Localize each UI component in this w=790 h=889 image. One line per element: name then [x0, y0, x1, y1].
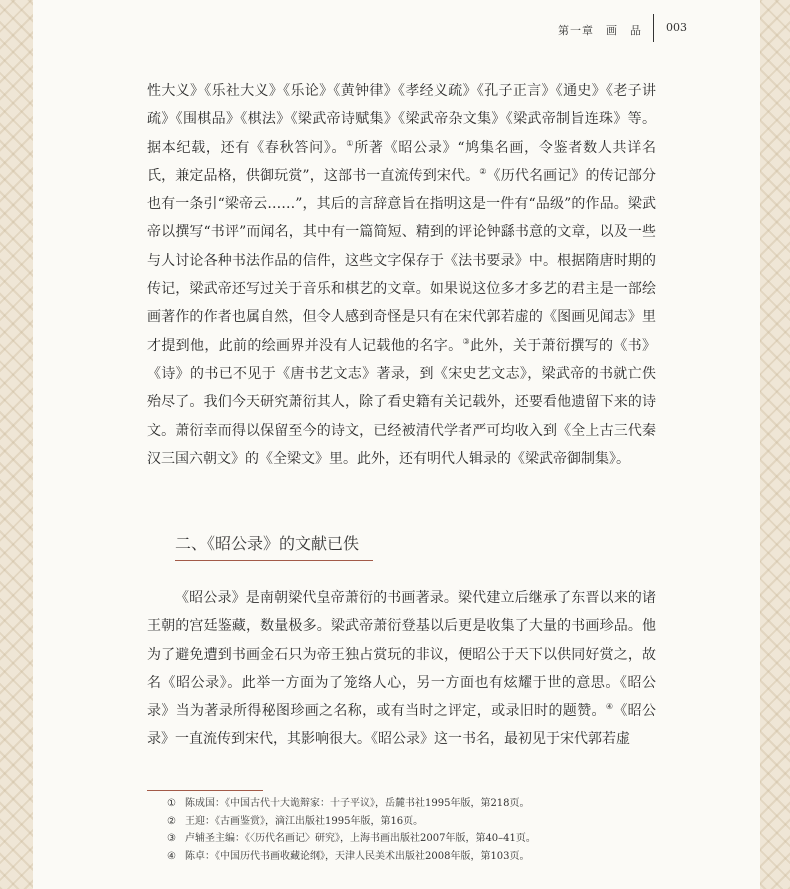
paragraph-text: 此外，关于萧衍撰写的《书》《诗》的书已不见于《唐书艺文志》著录，到《宋史艺文志》，梁武帝的书就亡佚殆尽了。我们今天研究萧衍其人，除了看史籍有关记载外，还要看他遗留下来的诗文。萧衍幸而得以保留至今的诗文，已经被清代学者严可均收入到《全上古三代秦汉三国六朝文》的《全梁文》里。此外，还有明代人辑录的《梁武帝御制集》。 [147, 337, 657, 467]
footnote-separator [147, 790, 263, 791]
footnote-item [167, 830, 667, 848]
footnote-mark: ① [167, 798, 176, 809]
section-heading: 二、《昭公录》的文献已佚 [175, 534, 360, 553]
header-divider [653, 14, 654, 42]
footnote-text: 陈卓：《中国历代书画收藏论纲》，天津人民美术出版社2008年版，第103页。 [185, 850, 530, 862]
footnote-mark: ④ [167, 850, 176, 862]
paragraph-text: 《昭公录》是南朝梁代皇帝萧衍的书画著录。梁代建立后继承了东晋以来的诸王朝的宫廷鉴藏，数量极多。梁武帝萧衍登基以后更是收集了大量的书画珍品。他为了避免遭到书画金石只为帝王独占赏玩的非议，便昭公于天下以供同好赏之，故名《昭公录》。此举一方面为了笼络人心，另一方面也有炫耀于世的意思。《昭公录》当为著录所得秘图珍画之名称，或有当时之评定，或录旧时的题赞。 [147, 590, 656, 720]
heading-underline [175, 560, 373, 561]
footnote-list [167, 795, 667, 865]
footnote-text: 王迎：《古画鉴赏》，滴江出版社1995年版，第16页。 [185, 815, 424, 827]
section-paragraph [147, 584, 656, 754]
paragraph-text: 所著《昭公录》“鸠集名画，令鉴者数人共详名氏，兼定品格，供御玩赏”，这部书一直流传到宋代。 [147, 139, 657, 184]
footnote-item [167, 848, 667, 866]
footnote-mark: ② [167, 815, 176, 827]
footnote-item [167, 813, 667, 831]
footnote-ref-2[interactable]: ② [479, 166, 487, 176]
footnote-item [167, 795, 667, 813]
footnote-ref-1[interactable]: ① [346, 138, 355, 148]
body-paragraph [147, 77, 656, 473]
page-number: 003 [666, 21, 687, 34]
book-page [33, 0, 760, 889]
paragraph-text: 《历代名画记》的传记部分也有一条引“梁帝云……”，其后的言辞意旨在指明这是一件有“品级”的作品。梁武帝以撰写“书评”而闻名，其中有一篇简短、精到的评论钟繇书意的文章，以及一些与人讨论各种书法作品的信件，这些文字保存于《法书要录》中。根据隋唐时期的传记，梁武帝还写过关于音乐和棋艺的文章。如果说这位多才多艺的君主是一部绘画著作的作者也属自然，但令人感到奇怪是只有在宋代郭若虚的《图画见闻志》里才提到他，此前的绘画界并没有人记载他的名字。 [147, 167, 657, 354]
footnote-ref-4[interactable]: ④ [605, 702, 614, 712]
footnote-text: 卢辅圣主编：《〈历代名画记〉研究》，上海书画出版社2007年版，第40–41页。 [185, 833, 536, 844]
footnote-text: 陈成国：《中国古代十大诡辩家：十子平议》，岳麓书社1995年版，第218页。 [185, 798, 530, 809]
footnote-mark: ③ [167, 833, 176, 844]
running-header-chapter: 第一章 画 品 [558, 24, 642, 37]
paragraph-text: 性大义》《乐社大义》《乐论》《黄钟律》《孝经义疏》《孔子正言》《通史》《老子讲疏》《围棋品》《棋法》《梁武帝诗赋集》《梁武帝杂文集》《梁武帝制旨连珠》等。据本纪载，还有《春秋答问》。 [147, 83, 656, 156]
paragraph-text: 《昭公录》一直流传到宋代，其影响很大。《昭公录》这一书名，最初见于宋代郭若虚 [147, 703, 657, 748]
footnote-ref-3[interactable]: ③ [462, 336, 470, 346]
